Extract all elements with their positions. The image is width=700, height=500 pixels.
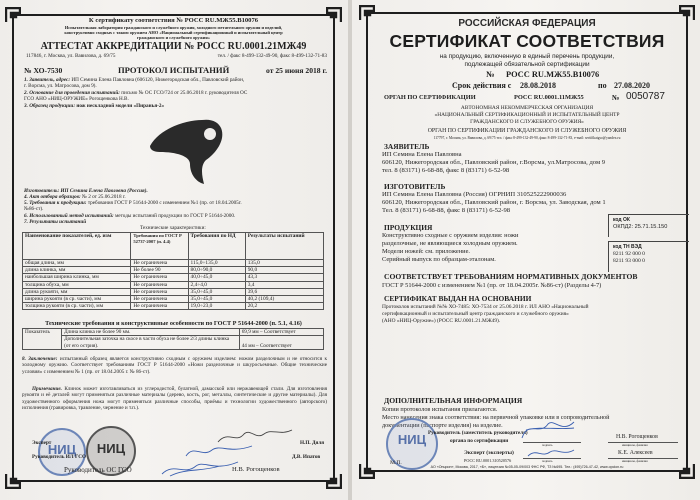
col-header: Требования по ГОСТ Р 52737-2007 (п. 4.4) xyxy=(131,233,188,260)
item6-label: 6. Использованный метод испытаний: xyxy=(24,213,114,219)
tnved-code-label: код ТН ВЭД xyxy=(613,244,642,250)
table-row xyxy=(23,336,324,350)
cell: Не ограничена xyxy=(131,303,188,310)
head-label-line1: Руководитель (заместитель руководителя) xyxy=(428,430,528,436)
table-header-row xyxy=(23,233,324,260)
certificate-border xyxy=(366,12,688,472)
manufacturer-name: ИП Семина Елена Павловна (Россия) ОГРНИП 310525222900036 xyxy=(382,191,567,198)
cell: толщина обуха, мм xyxy=(23,281,131,288)
cell: Не ограничена xyxy=(131,296,188,303)
black-stamp: НИЦ xyxy=(86,426,136,476)
item2-label: 2. Основание для проведения испытаний: xyxy=(24,90,120,96)
item2-text: письмо № ОС ГСО/724 от 25.06.2018 г. руководителя ОС xyxy=(121,90,248,96)
cell: 43,3 xyxy=(245,274,323,281)
table-row xyxy=(23,296,324,303)
cell: толщина рукояти (в ср. части), мм xyxy=(23,303,131,310)
country-title: РОССИЙСКАЯ ФЕДЕРАЦИЯ xyxy=(458,18,596,29)
expert-signature-caption: подпись xyxy=(542,459,553,463)
protocol-title: ПРОТОКОЛ ИСПЫТАНИЙ xyxy=(118,65,230,75)
basis-line1: Протоколов испытаний №№ ХО-7485: ХО-7534 от 25.06.2018 г. ИЛ АНО «Национальный xyxy=(382,304,589,310)
cell: 35,0÷45,0 xyxy=(188,296,245,303)
table-row xyxy=(23,281,324,288)
item2-text2: ГСО АНО «НИЦ-ОРУЖИЕ» Рогощенкова Н.В. xyxy=(24,96,129,102)
cell: 69,9 мм – Соответствует xyxy=(239,329,323,336)
cell: наибольшая ширина клинка, мм xyxy=(23,274,131,281)
table-row xyxy=(23,303,324,310)
item1-text: ИП Семина Елена Павловна (606120, Нижегородская обл., Павловский район, xyxy=(71,77,245,83)
test-protocol-page xyxy=(0,0,348,500)
org-line2: «НАЦИОНАЛЬНЫЙ СЕРТИФИКАЦИОННЫЙ И ИСПЫТАТЕЛЬНЫЙ ЦЕНТР xyxy=(434,112,620,118)
cell: Показатель xyxy=(23,329,62,350)
applicant-heading: ЗАЯВИТЕЛЬ xyxy=(384,142,430,151)
head-name: Н.В. Рогощенков xyxy=(616,434,658,440)
conclusion-label: 8. Заключение: xyxy=(22,356,58,362)
cell: 40,0÷45,0 xyxy=(188,274,245,281)
cert-body-code: РОСС RU.0001.11МЖ55 xyxy=(514,94,584,101)
tech-specs-table xyxy=(22,232,324,310)
printer-line: АО «Опцион», Москва, 2017, «Б», лицензия №05-05-09/003 ФНС РФ, ТЗ №695. Тел.: (495)726-47-42, www.opcion.ru xyxy=(430,465,624,469)
cell: Не ограничена xyxy=(131,260,188,267)
item6-text: методы испытаний продукции по ГОСТ Р 51644-2000. xyxy=(115,213,236,219)
product-line2: разделочные, не являющиеся холодным оружием. xyxy=(382,240,518,247)
table-row xyxy=(23,260,324,267)
lab-address: 117846, г. Москва, ул. Вавилова, д. 69/75 xyxy=(26,53,116,59)
cell: Не ограничена xyxy=(131,274,188,281)
blank-number-label: № xyxy=(612,93,620,102)
certificate-number-label: № xyxy=(486,70,495,79)
certificate-number: РОСС RU.МЖ55.В10076 xyxy=(506,70,600,79)
certificate-title: СЕРТИФИКАТ СООТВЕТСТВИЯ xyxy=(389,31,665,51)
corner-ornament-icon xyxy=(326,473,342,489)
valid-to: 27.08.2020 xyxy=(614,81,650,90)
cell: 35,0÷45,0 xyxy=(188,288,245,295)
table-row xyxy=(23,267,324,274)
manufacturer-heading: ИЗГОТОВИТЕЛЬ xyxy=(384,182,446,191)
head-os-name: Н.В. Рогощенков xyxy=(232,466,280,473)
protocol-number: № ХО-7530 xyxy=(24,66,63,75)
manufacturer-line: Изготовитель: ИП Семина Елена Павловна (Россия). xyxy=(24,188,148,194)
tnved-code-value1: 8211 92 000 0 xyxy=(613,251,645,257)
head-signature xyxy=(518,416,578,442)
expert-code: РОСС RU.0001.310520576 xyxy=(464,458,512,463)
expert-signature xyxy=(526,446,576,460)
subtitle-line1: на продукцию, включенную в единый перечень продукции, xyxy=(439,53,615,60)
blue-stamp: НИЦ xyxy=(38,428,86,476)
manufacturer-phone: Тел. 8 (83171) 6-68-88, факс 8 (83171) 6-52-98 xyxy=(382,207,511,214)
cell: Не более 90 xyxy=(131,267,188,274)
head-lab-name: Д.В. Ипатов xyxy=(292,454,321,460)
requirements-caption: Технические требования и конструктивные особенности по ГОСТ Р 51644-2000 (п. 5.1, 4.16) xyxy=(45,320,302,327)
expert-name: К.Е. Алексеев xyxy=(618,450,653,456)
item4-text: № 2 от 25.06.2018 г. xyxy=(81,194,126,200)
head-label-line2: органа по сертификации xyxy=(450,438,509,444)
table-row xyxy=(23,288,324,295)
cell: 19,0÷23,0 xyxy=(188,303,245,310)
applicant-address: 606120, Нижегородская обл., Павловский район, г.Ворсма, ул.Матросова, дом 9 xyxy=(382,159,606,166)
cell: длина рукояти, мм xyxy=(23,288,131,295)
cell: 135,0 xyxy=(245,260,323,267)
product-line1: Конструктивно сходные с оружием изделия: ножи xyxy=(382,232,519,239)
item5-label: 5. Требования к продукции: xyxy=(24,200,87,206)
compliance-text: ГОСТ Р 51644-2000 с изменением №1 (пр. от 18.04.2005г. №86-ст) (Разделы 4-7) xyxy=(382,282,602,289)
col-header: Наименование показателей, ед. изм xyxy=(23,233,131,260)
accreditation-title: АТТЕСТАТ АККРЕДИТАЦИИ № РОСС RU.0001.21МЖ49 xyxy=(40,41,307,52)
valid-to-label: по xyxy=(598,81,607,90)
tnved-code-value2: 8211 93 000 0 xyxy=(613,258,645,264)
protocol-border xyxy=(12,14,335,482)
head-name-caption: инициалы, фамилия xyxy=(622,443,648,447)
item5-text2: №86-ст). xyxy=(24,206,44,212)
blue-stamp: НИЦ xyxy=(386,418,438,470)
ok-code-value: ОКПД2: 25.71.15.150 xyxy=(613,224,668,230)
col-header: Результаты испытаний xyxy=(245,233,323,260)
basis-line3: (АНО «НИЦ-Оружие») (РОСС RU.0001.21.МЖ49). xyxy=(382,318,501,324)
cell: 44 мм – Соответствует xyxy=(239,336,323,350)
cell: 20,2 xyxy=(245,303,323,310)
expert-name: Н.П. Дяля xyxy=(300,440,325,446)
head-signature-caption: подпись xyxy=(542,443,553,447)
item5-text: требования ГОСТ Р 51644-2000 с изменением №1 (пр. от 18.04.2005г. xyxy=(87,200,242,206)
corner-ornament-icon xyxy=(5,473,21,489)
basis-line2: сертификационный и испытательный центр гражданского и служебного оружия» xyxy=(382,311,569,317)
blank-number: 0050787 xyxy=(626,91,665,102)
requirements-table xyxy=(22,328,324,350)
cell: 115,0÷135,0 xyxy=(188,260,245,267)
expert-name-caption: инициалы, фамилия xyxy=(622,459,648,463)
lab-description-line3: гражданского и служебного оружия» xyxy=(137,35,210,40)
item4-label: 4. Акт отбора образцов: xyxy=(24,194,81,200)
lab-description-line1: Испытательная лаборатория гражданского и служебного оружия, холодного метательного оружия и изделий, xyxy=(64,25,283,30)
mp-label: М.П. xyxy=(390,460,402,466)
table-row xyxy=(23,274,324,281)
head-os-label: Руководитель ОС ГСО xyxy=(64,466,132,474)
expert-label: Эксперт (эксперты) xyxy=(464,450,514,456)
basis-heading: СЕРТИФИКАТ ВЫДАН НА ОСНОВАНИИ xyxy=(384,294,532,303)
extra-line3: документации (паспорте изделия) на изделие. xyxy=(382,422,503,429)
manufacturer-address: 606120, Нижегородская обл., Павловский район, г. Ворсма, ул. Заводская, дом 1 xyxy=(382,199,606,206)
extra-line2: Место нанесения знака соответствия: на первичной упаковке или в сопроводительной xyxy=(382,414,610,421)
cell: Не ограничена xyxy=(131,281,188,288)
ok-code-label: код ОК xyxy=(613,217,630,223)
head-os-signature xyxy=(160,456,240,478)
cell: 80,0÷90,0 xyxy=(188,267,245,274)
protocol-date: от 25 июня 2018 г. xyxy=(266,66,327,75)
extra-line1: Копии протоколов испытания прилагаются. xyxy=(382,406,498,413)
applicant-name: ИП Семина Елена Павловна xyxy=(382,151,462,158)
certificate-page xyxy=(352,0,700,500)
cell: 40,2 (109,4) xyxy=(245,296,323,303)
valid-from: 28.08.2018 xyxy=(520,81,556,90)
product-line3: Модели ножей: см. приложение. xyxy=(382,248,471,255)
tech-caption: Технические характеристики: xyxy=(140,225,206,231)
cell: общая длина, мм xyxy=(23,260,131,267)
note-label: Примечание. xyxy=(32,386,62,392)
cell: ширина рукояти (в ср. части), мм xyxy=(23,296,131,303)
org-line4: ОРГАН ПО СЕРТИФИКАЦИИ ГРАЖДАНСКОГО И СЛУЖЕБНОГО ОРУЖИЯ xyxy=(427,128,627,134)
extra-info-heading: ДОПОЛНИТЕЛЬНАЯ ИНФОРМАЦИЯ xyxy=(384,396,523,405)
cell: длина клинка, мм xyxy=(23,267,131,274)
cell: 3,4 xyxy=(245,281,323,288)
org-address: 117797, г. Москва, ул. Вавилова, д. 69/75 тел. / факс 8-499-132-49-90, факс 8-499-132-71-83, e-mail: sertifikatgso@yandex.ru xyxy=(433,136,621,140)
lab-description-line2: конструктивно сходных с таким оружием АНО «Национальный сертификационный и испытательный центр xyxy=(64,30,283,35)
head-lab-label: Руководитель ИЛ ГСО xyxy=(32,454,86,460)
cell: 2,4÷4,0 xyxy=(188,281,245,288)
org-line1: АВТОНОМНАЯ НЕКОММЕРЧЕСКАЯ ОРГАНИЗАЦИЯ xyxy=(460,105,594,111)
validity-label: Срок действия с xyxy=(452,81,512,90)
item3-text: нож нескладной модели «Пиранья-2» xyxy=(76,103,165,109)
knife-photo xyxy=(146,116,226,186)
expert-label: Эксперт xyxy=(32,440,52,446)
tnved-code-box xyxy=(608,241,689,272)
compliance-heading: СООТВЕТСТВУЕТ ТРЕБОВАНИЯМ НОРМАТИВНЫХ ДОКУМЕНТОВ xyxy=(384,272,638,281)
ok-code-box xyxy=(608,214,689,237)
lab-phone: тел. / факс 8-499-132-49-90, факс 8-499-132-71-83 xyxy=(217,53,327,59)
product-heading: ПРОДУКЦИЯ xyxy=(384,223,433,232)
product-line4: Серийный выпуск по образцам-эталонам. xyxy=(382,256,496,263)
note-text: Клинок может изготавливаться из углеродистой, булатной, дамасской или нержавеющей стали. Для изготовления рукояти и её деталей могут применяться различные материалы (дерево, кость, рог, металлы, синтетические и другие материалы). Для художественного оформления ножа могут применяться различные способы, приёмы и технологии художественного (авторского) исполнения (гравировка, травление, чернение и т.п.). xyxy=(22,386,328,412)
applicant-phone: тел. 8 (83171) 6-68-88, факс 8 (83171) 6-52-98 xyxy=(382,167,510,174)
cell: Не ограничена xyxy=(131,288,188,295)
subtitle-line2: подлежащей обязательной сертификации xyxy=(464,61,590,68)
col-header: Требования по НД xyxy=(188,233,245,260)
item3-label: 3. Образец продукции: xyxy=(24,103,76,109)
cell: 39,6 xyxy=(245,288,323,295)
cell: Длина клинка не более 90 мм. xyxy=(62,329,240,336)
cell: 90,0 xyxy=(245,267,323,274)
conclusion-text: испытанный образец является конструктивно сходным с оружием изделием: ножом разделочным и не относится к холодному оружию. Соответствует требованиям ГОСТ Р 51644-2000 «Ножи разделочные и шкуросъемные. Общие технические условия» с изменением № 1 (пр. от 18.04.2005 г. № 86-ст). xyxy=(22,356,328,375)
table-row xyxy=(23,329,324,336)
item1-label: 1. Заявитель, адрес: xyxy=(24,77,71,83)
org-line3: ГРАЖДАНСКОГО И СЛУЖЕБНОГО ОРУЖИЯ» xyxy=(470,119,584,125)
item7-label: 7. Результаты испытаний xyxy=(24,219,87,225)
item1-text2: г. Ворсма, ул. Матросова, дом 9). xyxy=(24,83,97,89)
cell: Дополнительная заточка на скосе в части обуха не более 2/3 длины клинка (от его острия). xyxy=(62,336,240,350)
certificate-reference: К сертификату соответствия № РОСС RU.МЖ55.В10076 xyxy=(88,17,259,24)
cert-body-label: ОРГАН ПО СЕРТИФИКАЦИИ xyxy=(384,94,476,101)
